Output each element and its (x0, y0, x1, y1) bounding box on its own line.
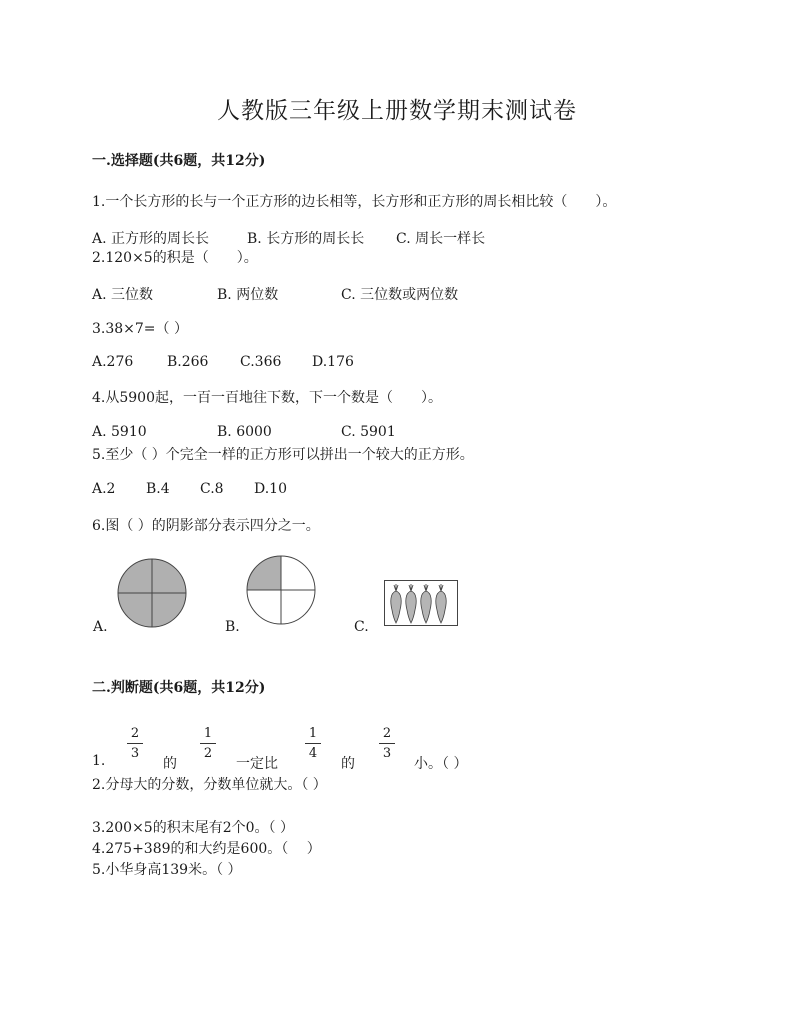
fraction-denominator: 2 (203, 746, 213, 761)
figure-c-label: C. (354, 619, 369, 635)
question-2-stem: 2.120×5的积是（ ）。 (92, 250, 258, 266)
section1-heading: 一.选择题(共6题，共12分) (92, 153, 266, 169)
judge-1-word-yidingbi: 一定比 (236, 756, 278, 772)
fraction-denominator: 4 (308, 746, 318, 761)
q5-option-b: B.4 (146, 481, 170, 497)
fraction-denominator: 3 (382, 746, 392, 761)
question-3-stem: 3.38×7=（ ） (92, 321, 188, 337)
judge-1-word-de-2: 的 (341, 756, 355, 772)
fraction-2-3 (127, 726, 143, 761)
judge-1-prefix: 1. (92, 753, 106, 769)
q3-option-d: D.176 (312, 354, 354, 370)
judge-4: 4.275+389的和大约是600。（ ） (92, 841, 321, 857)
figure-a-circle (117, 558, 187, 628)
q1-option-c: C. 周长一样长 (396, 231, 486, 247)
judge-3: 3.200×5的积末尾有2个0。（ ） (92, 820, 294, 836)
fraction-numerator: 2 (130, 726, 140, 741)
fraction-numerator: 1 (308, 726, 318, 741)
fraction-numerator: 2 (382, 726, 392, 741)
figure-b-circle (246, 555, 316, 625)
q3-option-a: A.276 (92, 354, 134, 370)
q5-option-d: D.10 (254, 481, 287, 497)
q3-option-b: B.266 (167, 354, 209, 370)
q2-option-a: A. 三位数 (92, 287, 154, 303)
fraction-2-3-second (379, 726, 395, 761)
question-4-stem: 4.从5900起，一百一百地往下数，下一个数是（ ）。 (92, 390, 442, 406)
q3-option-c: C.366 (240, 354, 282, 370)
q1-option-a: A. 正方形的周长长 (92, 231, 210, 247)
judge-2: 2.分母大的分数，分数单位就大。（ ） (92, 777, 327, 793)
fraction-numerator: 1 (203, 726, 213, 741)
section2-heading: 二.判断题(共6题，共12分) (92, 680, 266, 696)
fraction-1-2 (200, 726, 216, 761)
fraction-1-4 (305, 726, 321, 761)
judge-1-tail: 小。（ ） (414, 756, 468, 772)
q2-option-c: C. 三位数或两位数 (341, 287, 459, 303)
q4-option-c: C. 5901 (341, 424, 396, 440)
figure-a-label: A. (93, 619, 108, 635)
judge-5: 5.小华身高139米。（ ） (92, 862, 242, 878)
question-5-stem: 5.至少（ ）个完全一样的正方形可以拼出一个较大的正方形。 (92, 447, 474, 463)
fraction-denominator: 3 (130, 746, 140, 761)
question-6-stem: 6.图（ ）的阴影部分表示四分之一。 (92, 518, 320, 534)
q5-option-a: A.2 (92, 481, 116, 497)
q2-option-b: B. 两位数 (217, 287, 279, 303)
question-1-stem: 1.一个长方形的长与一个正方形的边长相等，长方形和正方形的周长相比较（ ）。 (92, 194, 617, 210)
judge-1-word-de: 的 (163, 756, 177, 772)
figure-b-label: B. (225, 619, 240, 635)
figure-c-radishes (384, 580, 458, 626)
q5-option-c: C.8 (200, 481, 224, 497)
q4-option-b: B. 6000 (217, 424, 272, 440)
q1-option-b: B. 长方形的周长长 (247, 231, 365, 247)
q4-option-a: A. 5910 (92, 424, 147, 440)
page-title: 人教版三年级上册数学期末测试卷 (217, 98, 577, 124)
